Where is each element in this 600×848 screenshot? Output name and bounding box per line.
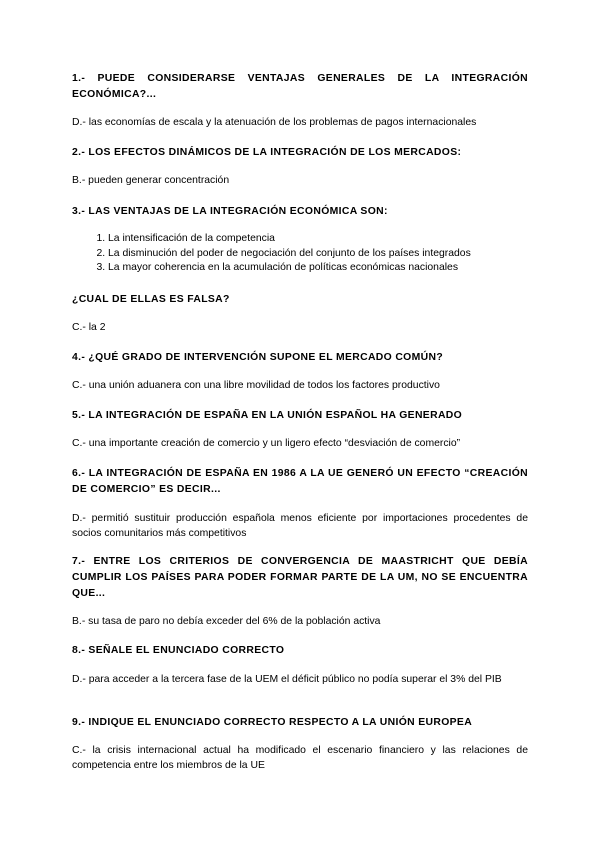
answer-5: C.- una importante creación de comercio y un ligero efecto “desviación de comercio” (72, 438, 461, 449)
question-3: 3.- LAS VENTAJAS DE LA INTEGRACIÓN ECONÓMICA SON: (72, 206, 388, 217)
list-item: 1. La intensificación de la competencia (108, 232, 564, 247)
question-3-options (72, 232, 564, 276)
question-4: 4.- ¿QUÉ GRADO DE INTERVENCIÓN SUPONE EL MERCADO COMÚN? (72, 352, 444, 363)
answer-2: B.- pueden generar concentración (72, 175, 230, 186)
question-2: 2.- LOS EFECTOS DINÁMICOS DE LA INTEGRACIÓN DE LOS MERCADOS: (72, 147, 462, 158)
answer-7: B.- su tasa de paro no debía exceder del 6% de la población activa (72, 616, 381, 627)
answer-6: D.- permitió sustituir producción española menos eficiente por importaciones procedentes de socios comunitarios más competitivos (72, 513, 528, 539)
question-8: 8.- SEÑALE EL ENUNCIADO CORRECTO (72, 645, 285, 656)
answer-1: D.- las economías de escala y la atenuación de los problemas de pagos internacionales (72, 117, 477, 128)
question-7: 7.- ENTRE LOS CRITERIOS DE CONVERGENCIA DE MAASTRICHT QUE DEBÍA CUMPLIR LOS PAÍSES PARA PODER FORMAR PARTE DE LA UM, NO SE ENCUENTRA QUE... (72, 556, 528, 599)
question-6: 6.- LA INTEGRACIÓN DE ESPAÑA EN 1986 A LA UE GENERÓ UN EFECTO “CREACIÓN DE COMERCIO” ES DECIR... (72, 468, 528, 495)
answer-8: D.- para acceder a la tercera fase de la UEM el déficit público no podía superar el 3% del PIB (72, 674, 502, 685)
question-3-followup: ¿CUAL DE ELLAS ES FALSA? (72, 294, 230, 305)
list-item: 3. La mayor coherencia en la acumulación de políticas económicas nacionales (108, 261, 564, 276)
question-1: 1.- PUEDE CONSIDERARSE VENTAJAS GENERALES DE LA INTEGRACIÓN ECONÓMICA?... (72, 73, 528, 100)
list-item: 2. La disminución del poder de negociación del conjunto de los países integrados (108, 247, 564, 262)
question-9: 9.- INDIQUE EL ENUNCIADO CORRECTO RESPECTO A LA UNIÓN EUROPEA (72, 717, 473, 728)
answer-9: C.- la crisis internacional actual ha modificado el escenario financiero y las relaciones de competencia entre los miembros de la UE (72, 745, 528, 771)
answer-3: C.- la 2 (72, 322, 106, 333)
answer-4: C.- una unión aduanera con una libre movilidad de todos los factores productivo (72, 380, 440, 391)
question-5: 5.- LA INTEGRACIÓN DE ESPAÑA EN LA UNIÓN ESPAÑOL HA GENERADO (72, 410, 463, 421)
